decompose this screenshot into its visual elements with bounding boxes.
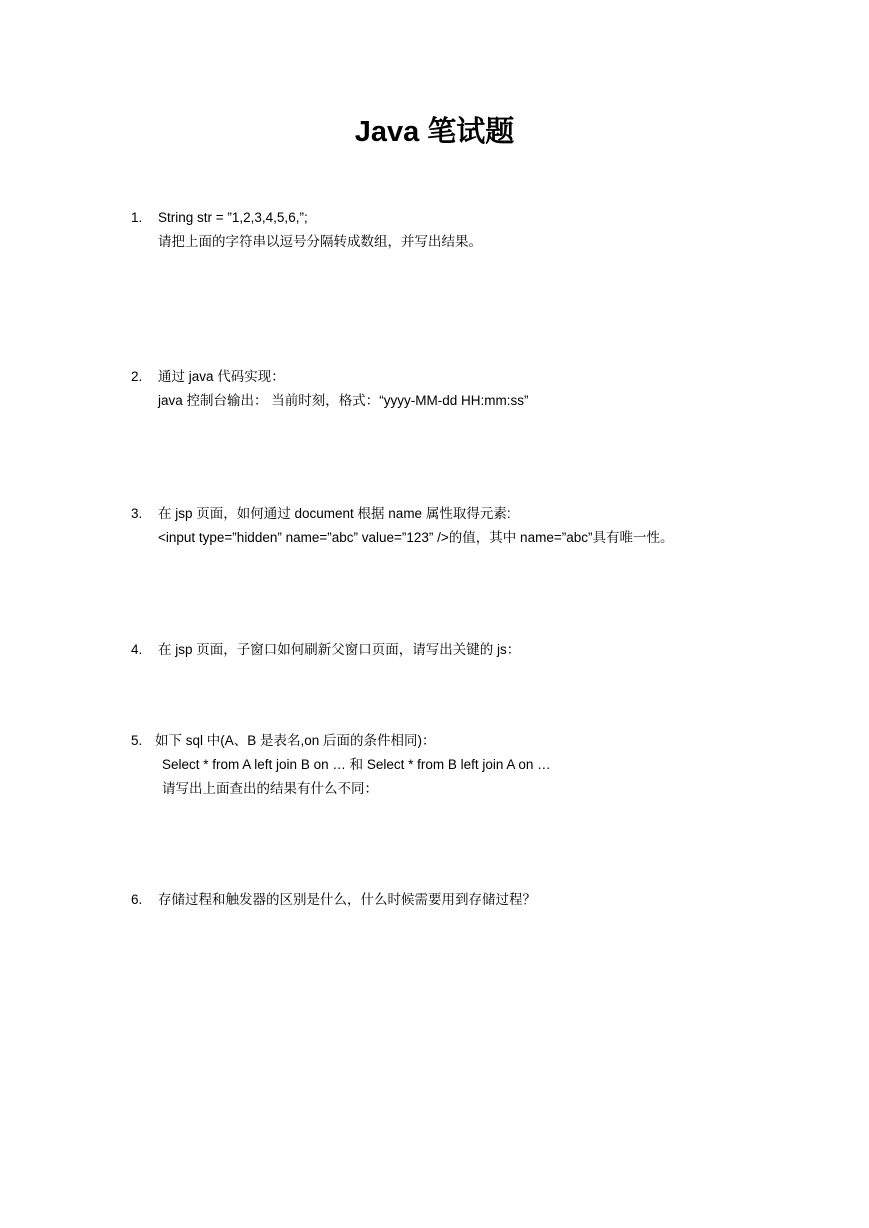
question-number: 1. bbox=[131, 210, 143, 225]
question-text: 在 jsp 页面，子窗口如何刷新父窗口页面，请写出关键的 js： bbox=[158, 642, 521, 657]
document-title: Java 笔试题 bbox=[354, 116, 515, 148]
question-text: 在 jsp 页面，如何通过 document 根据 name 属性取得元素: bbox=[158, 506, 511, 521]
question-text: 请把上面的字符串以逗号分隔转成数组，并写出结果。 bbox=[158, 234, 482, 249]
question-text: 请写出上面查出的结果有什么不同： bbox=[162, 781, 378, 796]
question-6 bbox=[0, 888, 869, 912]
question-number: 2. bbox=[131, 369, 143, 384]
question-text: <input type=”hidden” name=”abc” value=”123” />的值，其中 name=”abc”具有唯一性。 bbox=[158, 530, 674, 545]
question-number: 6. bbox=[131, 892, 143, 907]
question-1 bbox=[0, 206, 869, 254]
question-text: 通过 java 代码实现： bbox=[158, 369, 285, 384]
question-2 bbox=[0, 365, 869, 413]
question-3 bbox=[0, 502, 869, 550]
question-number: 5. bbox=[131, 733, 143, 748]
question-text: java 控制台输出： 当前时刻，格式：“yyyy-MM-dd HH:mm:ss” bbox=[158, 393, 529, 408]
question-text: String str = ”1,2,3,4,5,6,”; bbox=[158, 210, 308, 225]
question-text: 如下 sql 中(A、B 是表名,on 后面的条件相同)： bbox=[155, 733, 436, 748]
question-number: 3. bbox=[131, 506, 143, 521]
question-5 bbox=[0, 729, 869, 801]
question-number: 4. bbox=[131, 642, 143, 657]
question-4 bbox=[0, 638, 869, 662]
question-text: Select * from A left join B on … 和 Select * from B left join A on … bbox=[162, 757, 551, 772]
question-text: 存储过程和触发器的区别是什么，什么时候需要用到存储过程？ bbox=[158, 892, 536, 907]
